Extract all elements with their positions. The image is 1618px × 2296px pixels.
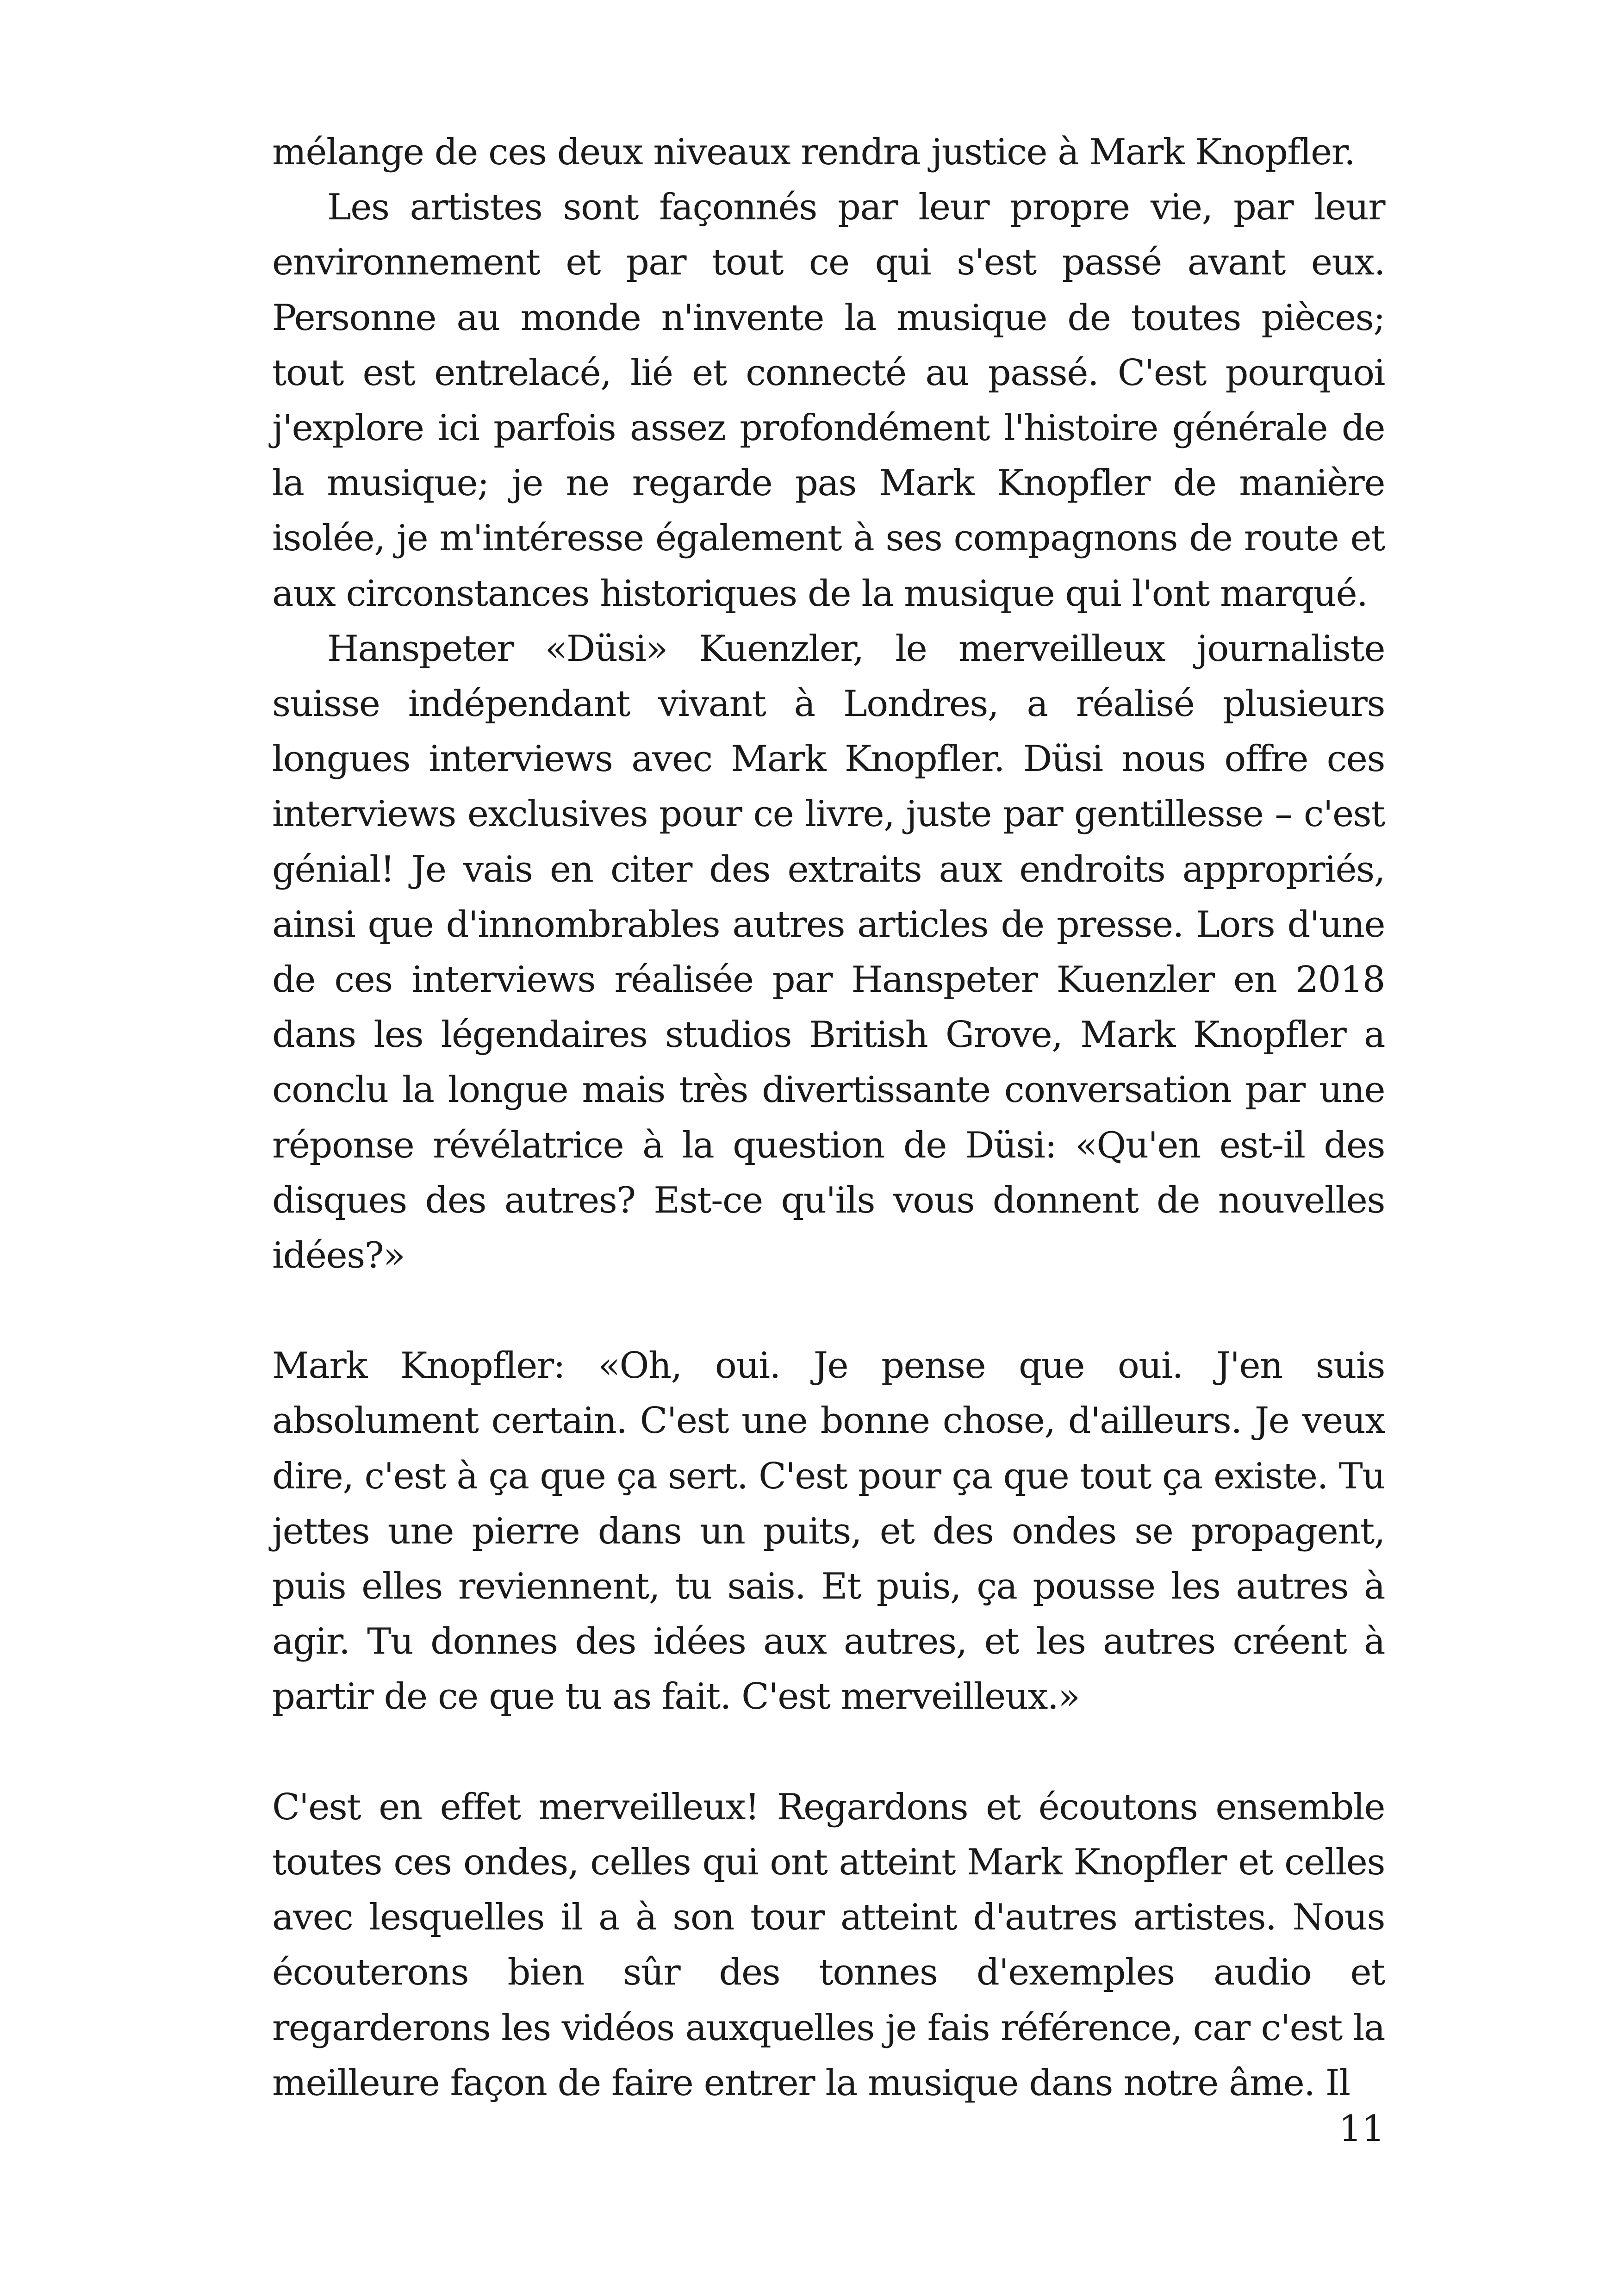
page-number: 11: [1338, 2108, 1385, 2150]
paragraph-conclusion: C'est en effet merveilleux! Regardons et écoutons ensemble toutes ces ondes, celles qui ont atteint Mark Knopfler et celles avec lesquelles il a à son tour atteint d'autres artistes. Nous écouterons bien sûr des tonnes d'exemples audio et regarderons les vidéos auxquelles je fais référence, car c'est la meilleure façon de faire entrer la musique dans notre âme. Il: [272, 1786, 1385, 2104]
paragraph-artists: Les artistes sont façonnés par leur propre vie, par leur environnement et par tout ce qui s'est passé avant eux. Personne au monde n'invente la musique de toutes pièces; tout est entrelacé, lié et connecté au passé. C'est pourquoi j'explore ici parfois assez profondément l'histoire générale de la musique; je ne regarde pas Mark Knopfler de manière isolée, je m'intéresse également à ses compagnons de route et aux circonstances historiques de la musique qui l'ont marqué.: [272, 187, 1385, 615]
paragraph-continuation: mélange de ces deux niveaux rendra justice à Mark Knopfler.: [272, 131, 1355, 173]
paragraph-quote: Mark Knopfler: «Oh, oui. Je pense que oui. J'en suis absolument certain. C'est une bonne chose, d'ailleurs. Je veux dire, c'est à ça que ça sert. C'est pour ça que tout ça existe. Tu jettes une pierre dans un puits, et des ondes se propagent, puis elles reviennent, tu sais. Et puis, ça pousse les autres à agir. Tu donnes des idées aux autres, et les autres créent à partir de ce que tu as fait. C'est merveilleux.»: [272, 1345, 1385, 1718]
paragraph-interviews: Hanspeter «Düsi» Kuenzler, le merveilleux journaliste suisse indépendant vivant à Londres, a réalisé plusieurs longues interviews avec Mark Knopfler. Düsi nous offre ces interviews exclusives pour ce livre, juste par gentillesse – c'est génial! Je vais en citer des extraits aux endroits appropriés, ainsi que d'innombrables autres articles de presse. Lors d'une de ces interviews réalisée par Hanspeter Kuenzler en 2018 dans les légendaires studios British Grove, Mark Knopfler a conclu la longue mais très divertissante conversation par une réponse révélatrice à la question de Düsi: «Qu'en est-il des disques des autres? Est-ce qu'ils vous donnent de nouvelles idées?»: [272, 628, 1385, 1277]
body-text: [272, 125, 1385, 2111]
